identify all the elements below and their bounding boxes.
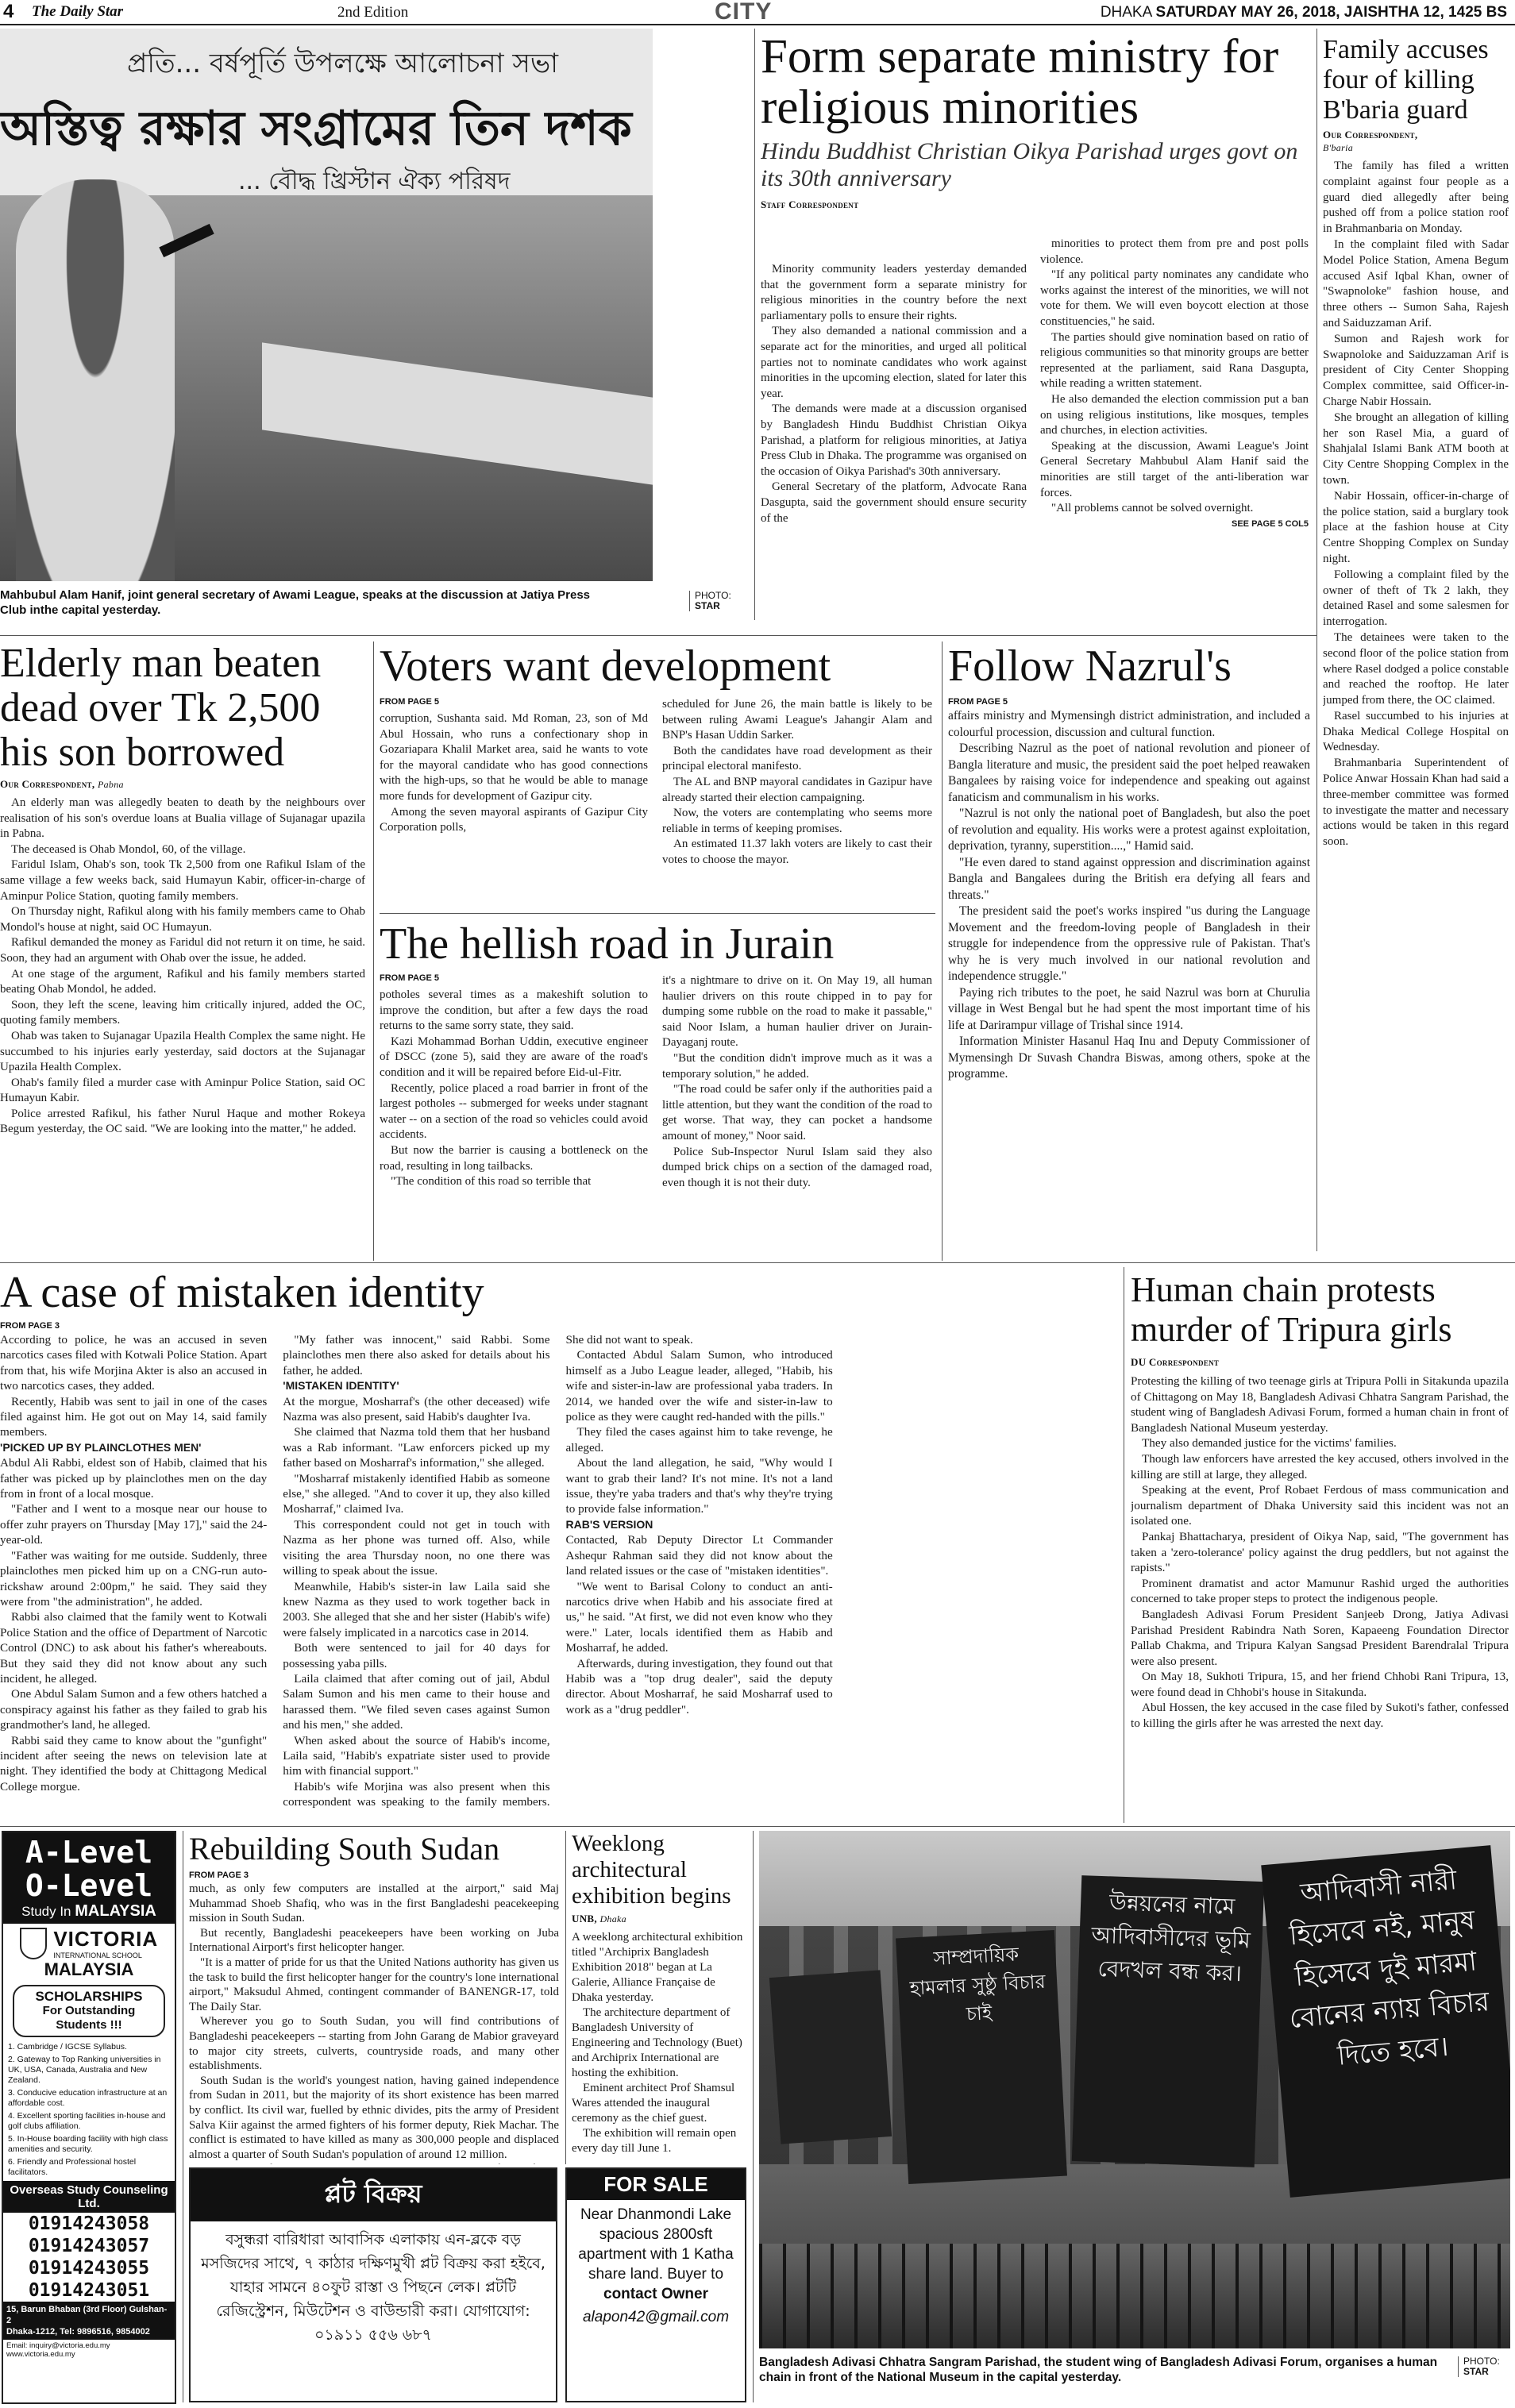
sudan-p4: Wherever you go to South Sudan, you will find contributions of Bangladeshi peacekeepers -- starting from John Garang de Mabior graveyard to major city streets, culverts, countryside roads, and many other establishments. — [189, 2015, 559, 2073]
banner-line-2: অস্তিত্ব রক্ষার সংগ্রামের তিন দশক — [0, 101, 632, 156]
elderly-p9: Ohab's family filed a murder case with Aminpur Police Station, said OC Humayun Kabir. — [0, 1076, 365, 1105]
identity-p2: Recently, Habib was sent to jail in one of the cases filed against him. He got out on May 14, said family members. — [0, 1394, 268, 1439]
weeklong-p3: Eminent architect Prof Shamsul Wares attended the inaugural ceremony as the chief guest. — [572, 2082, 735, 2125]
elderly-byline-name: Our Correspondent, — [0, 778, 95, 790]
victoria-ad[interactable] — [2, 1831, 176, 2404]
ministry-byline: Staff Correspondent — [761, 198, 859, 210]
nazrul-p6: Paying rich tributes to the poet, he said Nazrul was born at Churulia village in West Bengal but he had spent the most important time of his life at Darirampur village of Trishal since 1914. — [948, 985, 1310, 1032]
ad-point-4: 4. Excellent sporting facilities in-house and golf clubs affiliation. — [8, 2111, 166, 2131]
placard-left — [896, 1930, 1067, 2184]
elderly-p2: The deceased is Ohab Mondol, 60, of the village. — [11, 842, 246, 856]
jurain-from: FROM PAGE 5 — [380, 973, 439, 983]
identity-p24: Afterwards, during investigation, they found out that Habib was a "top drug dealer", said the deputy director. About Mosharraf, he said Mosharraf used to work as a "drug peddler". — [565, 1656, 833, 1716]
nazrul-p7: Information Minister Hasanul Haq Inu and Deputy Commissioner of Mymensingh Dr Suvash Chandra Biswas, among others, spoke at the programme. — [948, 1034, 1310, 1081]
elderly-byline-loc: Pabna — [97, 779, 124, 790]
paper-name: The Daily Star — [32, 3, 124, 20]
photo2-credit-name: STAR — [1463, 2366, 1489, 2377]
jurain-p6: it's a nightmare to drive on it. On May 19, all human haulier drivers on this route chipped in to pay for dumping some rubble on the road to make it passable," said Noor Islam, a human haulier driver on Jurain-Dayaganj route. — [662, 974, 932, 1050]
sudan-p2: But recently, Bangladeshi peacekeepers have been working on Juba International Airport's first helicopter hanger. — [189, 1926, 559, 1955]
elderly-headline: Elderly man beaten dead over Tk 2,500 his son borrowed — [0, 641, 322, 775]
ministry-story — [761, 32, 1309, 619]
sudan-from: FROM PAGE 3 — [189, 1871, 249, 1880]
ministry-col2 — [1040, 237, 1309, 619]
dateline-date: SATURDAY MAY 26, 2018, JAISHTHA 12, 1425 BS — [1155, 4, 1507, 21]
ad-point-2: 2. Gateway to Top Ranking universities in UK, USA, Canada, Australia and New Zealand. — [8, 2055, 161, 2085]
weeklong-body — [572, 1930, 746, 2156]
family-p2: In the complaint filed with Sadar Model Police Station, Amena Begum accused Asif Iqbal Khan, owner of "Swapnoloke" fashion house, and three others -- Sumon Saha, Rajesh and Saiduzzaman Arif. — [1323, 237, 1509, 329]
ad-points — [3, 2039, 175, 2181]
identity-headline: A case of mistaken identity — [0, 1268, 484, 1317]
ministry-col1 — [761, 262, 1027, 619]
weeklong-headline: Weeklong architectural exhibition begins — [572, 1831, 731, 1909]
placard-center — [1072, 1875, 1264, 2167]
tripura-p8: On May 18, Sukhoti Tripura, 15, and her friend Chhobi Rani Tripura, 13, were found dead in Chhobi's house in Sitakunda. — [1131, 1670, 1509, 1699]
identity-p13: This correspondent could not get in touch with Nazma as her phone was turned off. Also, while visiting the area Thursday noon, no one there was willing to speak about the issue. — [283, 1517, 550, 1578]
ministry-p2: They also demanded a national commission and a separate act for the minorities, and urged all political parties not to nominate candidates who work against minorities in the upcoming election, slated for later this year. — [761, 325, 1027, 400]
voters-p4: Both the candidates have road development as their principal electoral manifesto. — [662, 744, 932, 773]
identity-p7: One Abdul Salam Sumon and a few others hatched a conspiracy against his father as they failed to grab his grandmother's land, he alleged. — [0, 1687, 268, 1732]
elderly-p5: Rafikul demanded the money as Faridul did not return it on time, he said. Soon, they had an argument with Ohab over the issue, he added. — [0, 936, 365, 965]
tripura-story — [1131, 1270, 1509, 1826]
press-club-photo — [0, 29, 653, 581]
elderly-p4: On Thursday night, Rafikul along with his family members came to Ohab Mondol's house at night, said OC Humayun. — [0, 905, 365, 934]
apartment-sale-ad[interactable] — [565, 2167, 746, 2402]
sudan-p1: much, as only few computers are installed at the airport," said Maj Muhammad Shoeb Shafiq, who was in the first Bangladeshi peacekeeping mission in South Sudan. — [189, 1882, 559, 1925]
identity-p12: "Mosharraf mistakenly identified Habib as someone else," she alleged. "And to cover it up, they also killed Mosharraf," claimed Iva. — [283, 1471, 550, 1516]
elderly-p7: Soon, they left the scene, leaving him critically injured, added the OC, quoting family members. — [0, 998, 365, 1027]
speaker-figure — [16, 179, 175, 581]
tripura-byline: DU Correspondent — [1131, 1356, 1220, 1368]
placard-right-text: আদিবাসী নারী হিসেবে নই, মানুষ হিসেবে দুই মারমা বোনের ন্যায় বিচার দিতে হবে। — [1288, 1864, 1491, 2072]
tripura-p2: They also demanded justice for the victims' families. — [1142, 1436, 1397, 1451]
identity-p20: They filed the cases against him to take revenge, he alleged. — [565, 1425, 833, 1454]
identity-p11: She claimed that Nazma told them that her husband was a Rab informant. "Law enforcers picked up my father based on Mosharraf's information," she alleged. — [283, 1425, 550, 1470]
identity-subhead-3: RAB'S VERSION — [565, 1517, 653, 1531]
family-byline-loc: B'baria — [1323, 142, 1354, 153]
plot-ad-body: বসুন্ধরা বারিধারা আবাসিক এলাকায় এন-ব্লকে বড় মসজিদের সাথে, ৭ কাঠার দক্ষিণমুখী প্লট বিক্রয় করা হইবে, যাহার সামনে ৪০ফুট রাস্তা ও পিছনে লেক। প্লটটি রেজিস্ট্রেশন, মিউটেশন ও বাউন্ডারী করা। যোগাযোগ: ০১৯১১ ৫৫৬ ৬৮৭ — [201, 2231, 545, 2344]
family-story — [1323, 35, 1509, 1250]
dateline-city: DHAKA — [1100, 4, 1152, 21]
family-p3: Sumon and Rajesh work for Swapnoloke and Saiduzzaman Arif is president of City Center Shopping Complex committee, said Officer-in-Charge Nabir Hossain. — [1323, 332, 1509, 408]
voters-p1: corruption, Sushanta said. Md Roman, 23, son of Md Abul Hossain, who runs a confectionary shop in Gozariapara Khalil Market area, said he wants to vote for the mayoral candidate who has good connections with the high-ups, so that he would be able to manage more funds for development of Gazipur city. — [380, 712, 648, 803]
ad-school: VICTORIA — [53, 1927, 159, 1951]
placard-left-text: সাম্প্রদায়িক হামলার সুষ্ঠু বিচার চাই — [909, 1943, 1047, 2025]
photo1-credit — [689, 591, 745, 611]
elderly-p3: Faridul Islam, Ohab's son, took Tk 2,500 from one Rafikul Islam of the same village a few weeks back, said Humayun Kabir, officer-in-charge of Aminpur Police Station, quoting family members. — [0, 858, 365, 903]
ad-phone-4[interactable]: 01914243051 — [28, 2280, 150, 2301]
sch-1: SCHOLARSHIPS — [35, 1989, 143, 2004]
photo1-credit-name: STAR — [695, 600, 720, 611]
ad-school-sub: INTERNATIONAL SCHOOL — [53, 1951, 142, 1959]
weeklong-byline — [572, 1913, 746, 1925]
ad-point-5: 5. In-House boarding facility with high class amenities and security. — [8, 2134, 168, 2154]
elderly-body — [0, 796, 365, 1138]
sale-line-1: Near Dhanmondi Lake — [580, 2206, 732, 2223]
identity-p5: "Father was waiting for me outside. Suddenly, three plainclothes men picked him up on a CNG-run auto-rickshaw around 2:00pm," he said. They said they were from "the administration", he added. — [0, 1548, 268, 1609]
ad-phone-3[interactable]: 01914243055 — [28, 2258, 150, 2279]
identity-p3: Abdul Ali Rabbi, eldest son of Habib, claimed that his father was picked up by plainclothes men on the day from in front of a local mosque. — [0, 1456, 268, 1501]
sale-ad-title: FOR SALE — [567, 2169, 745, 2200]
family-p4: She brought an allegation of killing her son Rasel Mia, a guard of Shahjalal Islami Bank ATM booth at City Centre Shopping Complex in the town. — [1323, 410, 1509, 487]
elderly-p6: At one stage of the argument, Rafikul and his family members started beating Ohab Mondol, he added. — [0, 967, 365, 996]
page-number: 4 — [3, 1, 14, 22]
sudan-p5: South Sudan is the world's youngest nation, having gained independence from Sudan in 2011, but the majority of its short existence has been marred by conflict. Its civil war, fuelled by ethnic divides, pits the army of President Salva Kiir against the armed fighters of his former deputy, Riek Machar. The conflict is estimated to have killed as many as 300,000 people and displaced almost a quarter of South Sudan's population of around 12 million. — [189, 2074, 559, 2161]
identity-p22: Contacted, Rab Deputy Director Lt Commander Ashequr Rahman said they did not know about the land related issues or the case of "mistaken identities". — [565, 1533, 833, 1578]
sale-ad-body — [567, 2200, 745, 2309]
identity-p23: "We went to Barisal Colony to conduct an anti-narcotics drive when Habib and his associate fired at us," he said. "At first, we did not even know who they were." Later, locals identified them as Habib and Mosharraf, he added. — [565, 1579, 833, 1655]
voters-p6: Now, the voters are contemplating who seems more reliable in terms of keeping promises. — [662, 807, 932, 835]
tripura-p7: Bangladesh Adivasi Forum President Sanjeeb Drong, Jatiya Adivasi Parishad President Rabindra Nath Soren, Kapaeeng Foundation Director Pallab Chakma, and Tripura Kalyan Sangsad President Barendralal Tripura were also present. — [1131, 1607, 1509, 1668]
ministry-p6: "If any political party nominates any candidate who works against the interest of the minorities, we will not vote for them. We will even boycott election at those constituencies," he said. — [1040, 268, 1309, 328]
jurain-story — [380, 919, 935, 1261]
nazrul-body — [948, 708, 1310, 1083]
sudan-body — [189, 1882, 559, 2164]
identity-p19: Contacted Abdul Salam Sumon, who introduced himself as a Jubo League leader, alleged, "Habib, his wife and sister-in-law are professional yaba traders. In 2014, we handed over the wife and sister-in-law to police as they were caught red-handed with the pills." — [565, 1348, 833, 1424]
ad-point-6: 6. Friendly and Professional hostel facilitators. — [8, 2157, 137, 2177]
plot-ad-title: প্লট বিক্রয় — [191, 2169, 556, 2221]
elderly-story — [0, 641, 365, 1261]
identity-p8: Rabbi said they came to know about the "gunfight" incident after seeing the news on television late at night. They identified the body at Chittagong Medical College morgue. — [0, 1733, 268, 1793]
panel-table — [262, 342, 653, 484]
jurain-p3: Recently, police placed a road barrier in front of the largest potholes -- submerged for weeks under stagnant water -- on a section of the road so vehicles could avoid accidents. — [380, 1081, 648, 1142]
identity-p16: Laila claimed that after coming out of jail, Abdul Salam Sumon and his men came to their house and harassed them. "We filed seven cases against Sumon and his men," she added. — [283, 1671, 550, 1732]
ministry-p3: The demands were made at a discussion organised by Bangladesh Hindu Buddhist Christian Oikya Parishad, a platform for religious minorities, at Jatiya Press Club in Dhaka. The programme was organised on the occasion of Oikya Parishad's 30th anniversary. — [761, 403, 1027, 478]
identity-subhead-2: 'MISTAKEN IDENTITY' — [283, 1379, 399, 1393]
sale-line-2: spacious 2800sft — [599, 2226, 713, 2243]
nazrul-p4: "He even dared to stand against oppression and discrimination against Bangla and Bangalees during the British era defying all fears and threats." — [948, 855, 1310, 902]
sudan-headline: Rebuilding South Sudan — [189, 1831, 500, 1867]
ministry-p1: Minority community leaders yesterday demanded that the government form a separate ministry for religious minorities in the country before the next parliamentary polls to ensure their rights. — [761, 263, 1027, 322]
jurain-headline: The hellish road in Jurain — [380, 919, 835, 969]
ministry-headline: Form separate ministry for religious minorities — [761, 32, 1279, 134]
nazrul-p3: "Nazrul is not only the national poet of Bangladesh, but also the poet of revolution and equality. His works were a protest against exploitation, deprivation, tyranny, superstition....," Hamid said. — [948, 807, 1310, 853]
elderly-p10: Police arrested Rafikul, his father Nurul Haque and mother Rokeya Begum yesterday, the OC said. "We are looking into the matter," he added. — [0, 1107, 365, 1136]
jurain-p4: But now the barrier is causing a bottleneck on the road, resulting in long tailbacks. — [380, 1143, 648, 1173]
ad-address — [3, 2302, 175, 2340]
ad-olevel: O-Level — [25, 1868, 153, 1903]
sch-2: For Outstanding — [42, 2004, 136, 2017]
elderly-p8: Ohab was taken to Sujanagar Upazila Health Complex the same night. He succumbed to his injuries early yesterday, said doctors at the Sujanagar Upazila Health Complex. — [0, 1029, 365, 1074]
banner-line-3: ... বৌদ্ধ খ্রিস্টান ঐক্য পরিষদ — [238, 168, 511, 195]
section-name: CITY — [715, 0, 773, 24]
jurain-p1: potholes several times as a makeshift solution to improve the condition, but after a few days the road returns to the same sorry state, they said. — [380, 988, 648, 1033]
voters-p7: An estimated 11.37 lakh voters are likely to cast their votes to choose the mayor. — [662, 838, 932, 866]
family-p6: Following a complaint filed by the owner of theft of Tk 2 lakh, they detained Rasel and some salesmen for interrogation. — [1323, 568, 1509, 629]
voters-story — [380, 641, 935, 911]
identity-subhead-1: 'PICKED UP BY PLAINCLOTHES MEN' — [0, 1440, 202, 1454]
ad-address-1: 15, Barun Bhaban (3rd Floor) Gulshan-2 — [6, 2305, 168, 2325]
placard-small — [769, 1970, 892, 2144]
family-p1: The family has filed a written complaint against four people as a guard died allegedly after being pushed off from a police station roof in Brahmanbaria on Monday. — [1323, 160, 1509, 236]
photo2-credit — [1458, 2356, 1510, 2377]
sudan-p3: "It is a matter of pride for us that the United Nations authority has given us the task to build the first helicopter hanger for the country's lone international airport," Maksudul Ahmed, contingent commander of BANENGR-17, told The Daily Star. — [189, 1955, 559, 2013]
nazrul-headline: Follow Nazrul's — [948, 641, 1232, 691]
photo1-caption: Mahbubul Alam Hanif, joint general secretary of Awami League, speaks at the discussion at Jatiya Press Club inthe capital yesterday. — [0, 588, 591, 617]
ad-point-1: 1. Cambridge / IGCSE Syllabus. — [8, 2042, 127, 2052]
weeklong-byline-name: UNB, — [572, 1913, 597, 1924]
banner-line-1: প্রতি... বর্ষপূর্তি উপলক্ষে আলোচনা সভা — [127, 48, 559, 79]
jurain-p2: Kazi Mohammad Borhan Uddin, executive engineer of DSCC (zone 5), said they are aware of the road's condition and it will be repaired before Eid-ul-Fitr. — [380, 1034, 648, 1079]
ministry-deck: Hindu Buddhist Christian Oikya Parishad urges govt on its 30th anniversary — [761, 138, 1298, 191]
ad-phone-1[interactable]: 01914243058 — [28, 2213, 150, 2234]
ad-point-3: 3. Conducive education infrastructure at an affordable cost. — [8, 2088, 168, 2108]
sale-ad-email[interactable]: alapon42@gmail.com — [582, 2309, 730, 2325]
jurain-col1 — [380, 988, 648, 1258]
family-byline — [1323, 129, 1509, 154]
identity-from: FROM PAGE 3 — [0, 1321, 60, 1331]
weeklong-p4: The exhibition will remain open every day till June 1. — [572, 2127, 737, 2155]
voters-col1 — [380, 711, 648, 910]
sudan-p6 — [189, 2162, 559, 2164]
identity-p1: According to police, he was an accused in seven narcotics cases filed with Kotwali Police Station. Apart from that, his wife Morjina Akter is also an accused in two narcotics cases, they added. — [0, 1333, 268, 1393]
tripura-p4: Speaking at the event, Prof Robaet Ferdous of mass communication and journalism department of Dhaka University said this incident was not an isolated one. — [1131, 1483, 1509, 1528]
victoria-logo — [3, 1924, 175, 1983]
placard-center-text: উন্নয়নের নামে আদিবাসীদের ভূমি বেদখল বন্ধ কর। — [1091, 1889, 1251, 1987]
sch-3: Students !!! — [56, 2018, 122, 2032]
identity-p17: When asked about the source of Habib's income, Laila said, "Habib's expatriate sister used to provide him with financial support." — [283, 1733, 550, 1778]
jurain-col2 — [662, 973, 932, 1259]
identity-body — [0, 1332, 1116, 1824]
ad-study-in — [3, 1902, 175, 1921]
nazrul-p2: Describing Nazrul as the poet of national revolution and pioneer of Bangla literature and music, the president said the poet helped reawaken Bangalees by raising voice for independence and speaking out against fanaticism and communalism in his works. — [948, 742, 1310, 804]
human-chain-photo — [759, 1831, 1510, 2348]
jurain-p9: Police Sub-Inspector Nurul Islam said they also dumped brick chips on a section of the damaged road, even though it is not their duty. — [662, 1145, 932, 1189]
plot-sale-ad[interactable] — [189, 2167, 557, 2402]
family-headline: Family accuses four of killing B'baria guard — [1323, 35, 1489, 125]
photo2-caption: Bangladesh Adivasi Chhatra Sangram Parishad, the student wing of Bangladesh Adivasi Forum, organises a human chain in front of the National Museum in the capital yesterday. — [759, 2356, 1438, 2384]
placard-right — [1261, 1845, 1510, 2198]
family-p7: The detainees were taken to the second floor of the police station from where Rasel dodged a police constable and reached the rooftop. He later jumped from there, the OC claimed. — [1323, 630, 1509, 707]
sale-line-4: share land. Buyer to — [588, 2266, 724, 2283]
nazrul-story — [948, 641, 1310, 1261]
ministry-p7: The parties should give nomination based on ratio of religious communities so that minority groups are better represented at the parliament, said Rana Dasgupta, while reading a written statement. — [1040, 330, 1309, 391]
sale-line-3: apartment with 1 Katha — [578, 2246, 734, 2263]
ad-alevel: A-Level — [25, 1835, 153, 1870]
ministry-p5: minorities to protect them from pre and post polls violence. — [1040, 237, 1309, 266]
identity-p10: At the morgue, Mosharraf's (the other deceased) wife Nazma was also present, said Habib's daughter Iva. — [283, 1394, 550, 1424]
weeklong-byline-loc: Dhaka — [599, 1913, 626, 1924]
identity-p15: Both were sentenced to jail for 40 days for possessing yaba pills. — [283, 1641, 550, 1670]
jurain-p7: "But the condition didn't improve much as it was a temporary solution," he added. — [662, 1051, 932, 1081]
school-crest-icon — [20, 1928, 47, 1959]
ad-phones — [3, 2213, 175, 2302]
elderly-p1: An elderly man was allegedly beaten to death by the neighbours over realisation of his son's overdue loans at Bualia village of Sujanagar upazila in Pabna. — [0, 796, 365, 841]
jurain-p8: "The road could be safer only if the authorities paid a little attention, but they want the condition of the road to get worse. That way, they can pocket a handsome amount of money," Noor said. — [662, 1083, 932, 1142]
ad-study: Study In — [21, 1904, 71, 1919]
jurain-p5: "The condition of this road so terrible that — [391, 1175, 592, 1189]
ad-address-2: Dhaka-1212, Tel: 9896516, 9854002 — [6, 2327, 150, 2337]
weeklong-p2: The architecture department of Bangladesh University of Engineering and Technology (Buet) and Archiprix International are hosting the exhibition. — [572, 2006, 742, 2079]
ad-phone-2[interactable]: 01914243057 — [28, 2236, 150, 2256]
tripura-p5: Pankaj Bhattacharya, president of Oikya Nap, said, "The government has taken a 'zero-tolerance' policy against the drug peddlers, but not against the rapists." — [1131, 1529, 1509, 1575]
nazrul-p5: The president said the poet's works inspired "us during the Language Movement and the freedom-loving people of Bangladesh in their struggle for independence from the oppressive rule of Pakistan. That's why he is very much involved in our national revolution and independence struggle." — [948, 904, 1310, 983]
sale-line-5: contact Owner — [603, 2286, 708, 2302]
sudan-story — [189, 1831, 559, 2164]
voters-p2: Among the seven mayoral aspirants of Gazipur City Corporation polls, — [380, 805, 648, 834]
tripura-p1: Protesting the killing of two teenage girls at Tripura Polli in Sitakunda upazila of Chittagong on May 18, Bangladesh Adivasi Chhatra Sangram Parishad, the student wing of Bangladesh Adivasi Forum, formed a human chain in front of Bangladesh National Museum yesterday. — [1131, 1374, 1509, 1435]
tripura-headline: Human chain protests murder of Tripura girls — [1131, 1270, 1452, 1349]
weeklong-story — [572, 1831, 746, 2164]
ministry-p10: "All problems cannot be solved overnight. — [1051, 502, 1254, 515]
nazrul-p1: affairs ministry and Mymensingh district administration, and included a colourful procession, discussion and cultural function. — [948, 709, 1310, 739]
identity-p6: Rabbi also claimed that the family went to Kotwali Police Station and the office of Department of Narcotic Control (DNC) to ask about his father's whereabouts. But they said they did not know about any such incident, he alleged. — [0, 1610, 268, 1686]
voters-p5: The AL and BNP mayoral candidates in Gazipur have already started their election campaigning. — [662, 775, 932, 804]
ad-email[interactable]: Email: inquiry@victoria.edu.my www.victoria.edu.my — [6, 2341, 110, 2359]
ad-school-country: MALAYSIA — [44, 1959, 134, 1979]
family-body — [1323, 159, 1509, 850]
tripura-p6: Prominent dramatist and actor Mamunur Rashid urged the authorities concerned to take proper steps to protect the indigenous people. — [1131, 1576, 1509, 1606]
family-p5: Nabir Hossain, officer-in-charge of the police station, said a burglary took place at the fashion house at City Centre Shopping Complex on Sunday night. — [1323, 489, 1509, 565]
voters-headline: Voters want development — [380, 641, 831, 691]
identity-p14: Meanwhile, Habib's sister-in law Laila said she knew Nazma as they used to work together back in 2003. She alleged that she and her sister (Habib's wife) were falsely implicated in a narcotics case in 2014. — [283, 1579, 550, 1639]
identity-story — [0, 1267, 1116, 1831]
voters-p3: scheduled for June 26, the main battle is likely to be between ruling Awami League's Jahangir Alam and BNP's Hasan Uddin Sarker. — [662, 698, 932, 742]
ministry-p9: Speaking at the discussion, Awami League's Joint General Secretary Mahbubul Alam Hanif said the minorities are still target of the anti-liberation war forces. — [1040, 439, 1309, 499]
identity-p18: Habib's wife Morjina was also present when this correspondent was speaking to the family members. She did not want to speak. — [283, 1333, 693, 1809]
tripura-p3: Though law enforcers have arrested the key accused, others involved in the killing are still at large, they alleged. — [1131, 1451, 1509, 1481]
dateline — [1101, 4, 1507, 21]
weeklong-p1: A weeklong architectural exhibition titled "Archiprix Bangladesh Exhibition 2018" began at La Galerie, Alliance Française de Dhaka yesterday. — [572, 1931, 743, 2004]
tripura-body — [1131, 1374, 1509, 1732]
identity-p9: "My father was innocent," said Rabbi. Some plainclothes men there also asked for details about his father, he added. — [283, 1333, 550, 1377]
photo2-credit-label: PHOTO: — [1463, 2356, 1500, 2367]
elderly-byline — [0, 778, 365, 791]
railing — [759, 2244, 1510, 2348]
ministry-p4: General Secretary of the platform, Advocate Rana Dasgupta, said the government should ensure security of the — [761, 480, 1027, 525]
family-byline-name: Our Correspondent, — [1323, 129, 1418, 141]
nazrul-from: FROM PAGE 5 — [948, 697, 1008, 707]
family-p8: Rasel succumbed to his injuries at Dhaka Medical College Hospital on Wednesday. — [1323, 709, 1509, 754]
voters-col2 — [662, 697, 932, 911]
family-p9: Brahmanbaria Superintendent of Police Anwar Hossain Khan had said a three-member committee was formed to investigate the matter and necessary actions would be taken in this regard soon. — [1323, 757, 1509, 849]
voters-from: FROM PAGE 5 — [380, 697, 439, 707]
scholarship-box — [13, 1985, 165, 2037]
tripura-p9: Abul Hossen, the key accused in the case filed by Sukoti's father, confessed to killing the girls after he was arrested the next day. — [1131, 1701, 1509, 1731]
ministry-p8: He also demanded the election commission put a ban on using religious institutions, like mosques, temples and churches, in election activities. — [1040, 392, 1309, 437]
masthead — [0, 0, 1515, 24]
ministry-jump[interactable]: SEE PAGE 5 COL5 — [1232, 518, 1309, 529]
ad-office: Overseas Study Counseling Ltd. — [3, 2181, 175, 2213]
identity-p21: About the land allegation, he said, "Why would I want to grab their land? It's not mine. It's not a land issue, they're yaba traders and that's why they're trying to provide false information." — [565, 1456, 833, 1516]
edition: 2nd Edition — [337, 4, 409, 21]
victoria-ad-header — [3, 1832, 175, 1924]
photo1-credit-label: PHOTO: — [695, 591, 731, 601]
ad-country: MALAYSIA — [75, 1902, 156, 1920]
photo-banner — [0, 29, 653, 195]
identity-p4: "Father and I went to a mosque near our house to offer zuhr prayers on Thursday [May 17]," said the 24-year-old. — [0, 1502, 268, 1547]
